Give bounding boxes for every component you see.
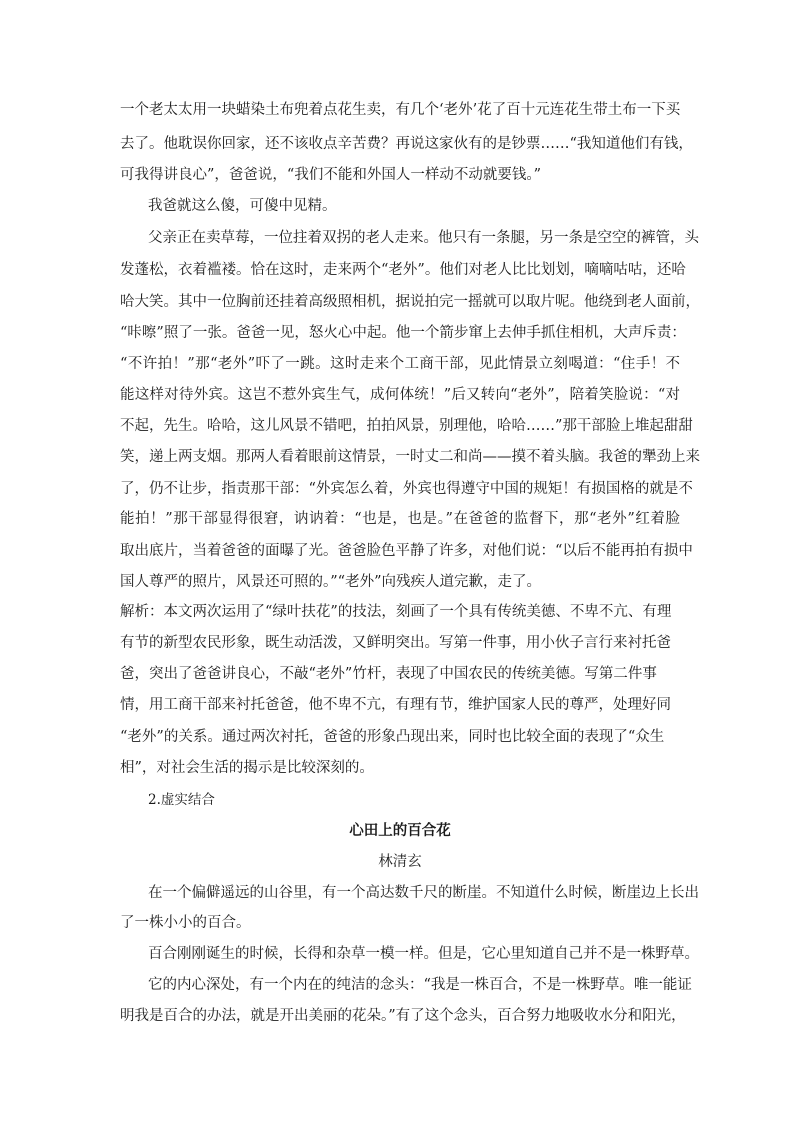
article-line: 在一个偏僻遥远的山谷里，有一个高达数千尺的断崖。不知道什么时候，断崖边上长出 — [148, 885, 699, 901]
article-line: 百合刚刚诞生的时候，长得和杂草一模一样。但是，它心里知道自己并不是一株野草。 — [148, 946, 699, 962]
text-line: 父亲正在卖草莓，一位拄着双拐的老人走来。他只有一条腿，另一条是空空的裤管，头 — [148, 230, 699, 246]
text-line: 去了。他耽误你回家，还不该收点辛苦费？再说这家伙有的是钞票……“我知道他们有钱， — [120, 136, 693, 152]
text-line: 笑，递上两支烟。那两人看着眼前这情景，一时丈二和尚——摸不着头脑。我爸的犟劲上来 — [120, 449, 700, 465]
text-line: 取出底片，当着爸爸的面曝了光。爸爸脸色平静了许多，对他们说：“以后不能再拍有损中 — [120, 543, 693, 559]
section-heading: 2.虚实结合 — [148, 792, 215, 808]
text-line: 国人尊严的照片，风景还可照的。”“老外”向残疾人道完歉，走了。 — [120, 574, 541, 590]
article-author: 林清玄 — [378, 854, 422, 870]
analysis-line: 爸，突出了爸爸讲良心，不敲“老外”竹杆，表现了中国农民的传统美德。写第二件事 — [120, 666, 657, 682]
article-line: 明我是百合的办法，就是开出美丽的花朵。”有了这个念头，百合努力地吸收水分和阳光， — [120, 1008, 686, 1024]
text-line: 我爸就这么傻，可傻中见精。 — [148, 198, 337, 214]
text-line: 了，仍不让步，指责那干部：“外宾怎么着，外宾也得遵守中国的规矩！有损国格的就是不 — [120, 481, 693, 497]
text-line: 能这样对待外宾。这岂不惹外宾生气，成何体统！”后又转向“老外”，陪着笑脸说：“对 — [120, 387, 680, 403]
text-line: “不许拍！”那“老外”吓了一跳。这时走来个工商干部，见此情景立刻喝道：“住手！不 — [120, 356, 680, 372]
analysis-line: 解析：本文两次运用了“绿叶扶花”的技法，刻画了一个具有传统美德、不卑不亢、有理 — [120, 604, 672, 620]
analysis-line: 情，用工商干部来衬托爸爸，他不卑不亢，有理有节，维护国家人民的尊严，处理好同 — [120, 697, 671, 713]
text-line: 哈大笑。其中一位胸前还挂着高级照相机，据说拍完一摇就可以取片呢。他绕到老人面前， — [120, 294, 700, 310]
text-line: 发蓬松，衣着褴褛。恰在这时，走来两个“老外”。他们对老人比比划划，嘀嘀咕咕，还哈 — [120, 262, 686, 278]
text-line: 能拍！”那干部显得很窘，讷讷着：“也是，也是。”在爸爸的监督下，那“老外”红着脸 — [120, 511, 680, 527]
text-line: “咔嚓”照了一张。爸爸一见，怒火心中起。他一个箭步窜上去伸手抓住相机，大声斥责： — [120, 325, 686, 341]
text-line: 不起，先生。哈哈，这儿风景不错吧，拍拍风景，别理他，哈哈……”那干部脸上堆起甜甜 — [120, 418, 693, 434]
text-line: 一个老太太用一块蜡染土布兜着点花生卖，有几个‘老外’花了百十元连花生带土布一下买 — [120, 102, 681, 118]
article-title: 心田上的百合花 — [349, 823, 451, 839]
article-line: 它的内心深处，有一个内在的纯洁的念头：“我是一株百合，不是一株野草。唯一能证 — [148, 977, 692, 993]
text-line: 可我得讲良心”，爸爸说，“我们不能和外国人一样动不动就要钱。” — [120, 167, 541, 183]
analysis-line: 有节的新型农民形象，既生动活泼，又鲜明突出。写第一件事，用小伙子言行来衬托爸 — [120, 635, 671, 651]
article-line: 了一株小小的百合。 — [120, 915, 251, 931]
analysis-line: “老外”的关系。通过两次衬托，爸爸的形象凸现出来，同时也比较全面的表现了“众生 — [120, 729, 665, 745]
analysis-line: 相”，对社会生活的揭示是比较深刻的。 — [120, 760, 374, 776]
